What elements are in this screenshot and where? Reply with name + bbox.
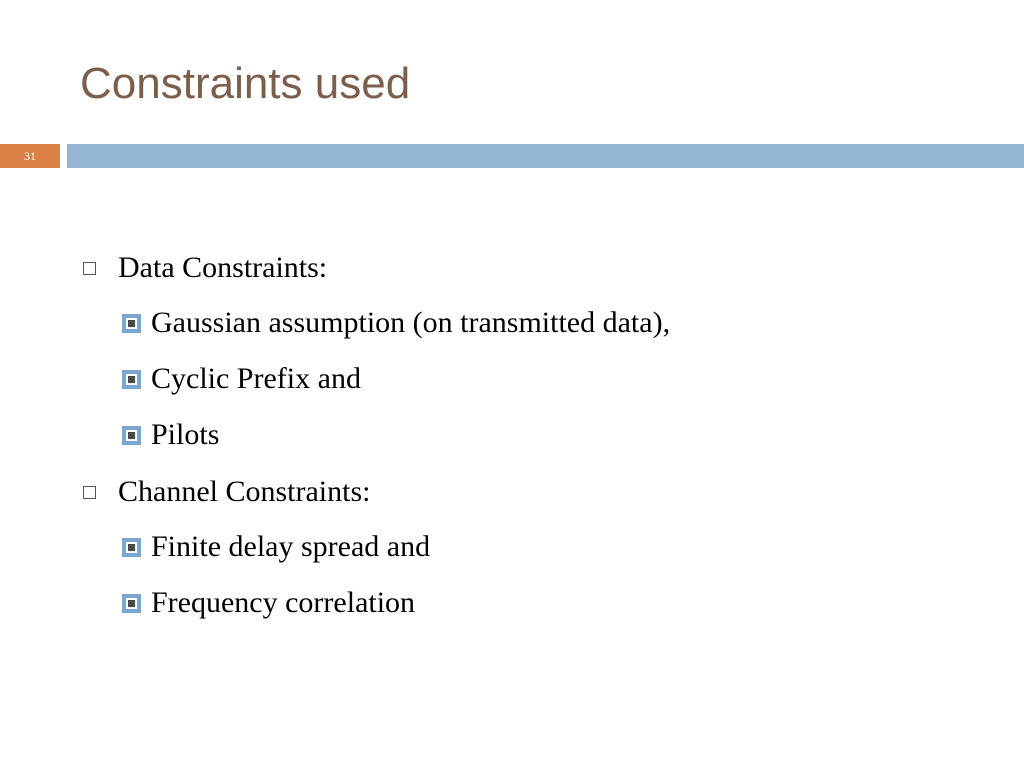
filled-square-bullet-icon [122, 538, 141, 557]
bullet-channel-constraints [80, 472, 370, 512]
sub-bullet-label: Pilots [151, 418, 220, 451]
filled-square-bullet-icon [122, 370, 141, 389]
sub-bullet-finite-delay-spread [122, 527, 430, 567]
bullet-label: Channel Constraints: [118, 475, 371, 508]
sub-bullet-label: Frequency correlation [151, 586, 416, 619]
bullet-data-constraints [80, 248, 327, 288]
slide-title: Constraints used [80, 59, 411, 108]
sub-bullet-label: Finite delay spread and [151, 530, 431, 563]
sub-bullet-cyclic-prefix [122, 359, 361, 399]
hollow-square-bullet-icon [83, 262, 96, 275]
sub-bullet-pilots [122, 415, 219, 455]
sub-bullet-frequency-correlation [122, 583, 415, 623]
sub-bullet-gaussian-assumption [122, 303, 670, 343]
sub-bullet-label: Cyclic Prefix and [151, 362, 361, 395]
bullet-label: Data Constraints: [118, 251, 328, 284]
filled-square-bullet-icon [122, 314, 141, 333]
filled-square-bullet-icon [122, 426, 141, 445]
hollow-square-bullet-icon [83, 486, 96, 499]
slide-number: 31 [0, 144, 60, 168]
sub-bullet-label: Gaussian assumption (on transmitted data), [151, 306, 671, 339]
filled-square-bullet-icon [122, 594, 141, 613]
